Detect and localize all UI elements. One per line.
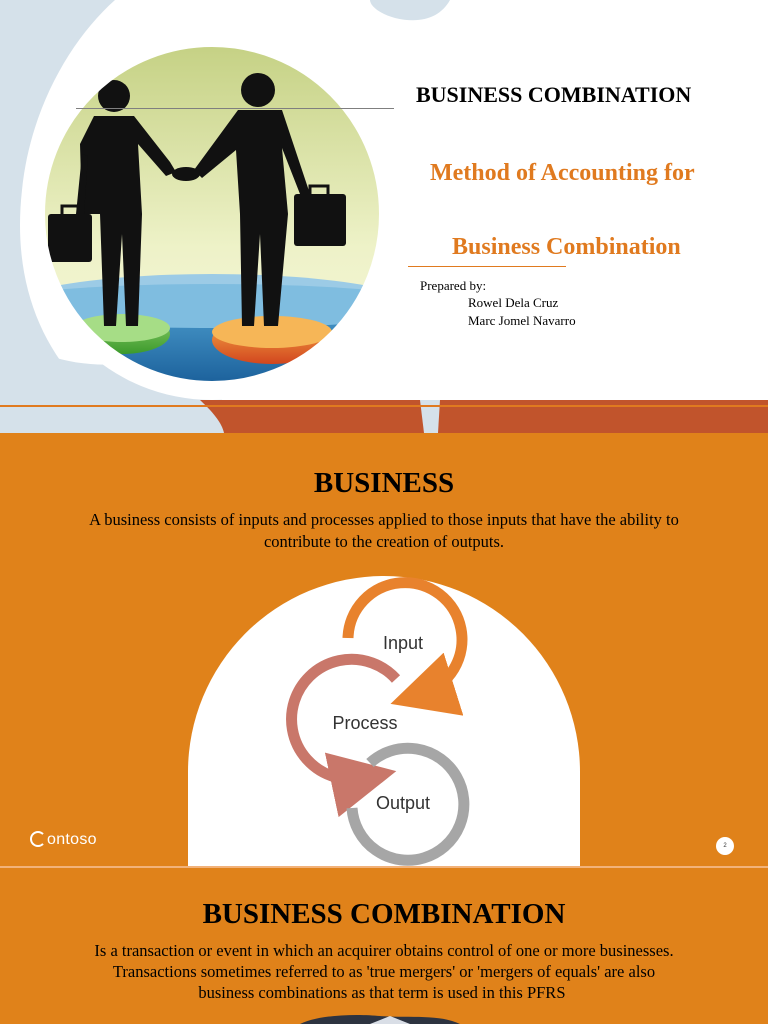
cycle-label-input: Input	[382, 633, 424, 653]
body-text: Is a transaction or event in which an acquirer obtains control of one or more businesses. Transactions sometimes referred to as 'true mergers' or 'mergers of equals' are also business combinations as that term is used in this PFRS	[94, 941, 674, 1002]
slide-body-text: A business consists of inputs and processes applied to those inputs that have the ability to contribute to the creation of outputs.	[89, 510, 679, 551]
subtitle-rule	[408, 266, 566, 267]
cycle-label-process: Process	[332, 713, 398, 733]
title-rule	[76, 108, 394, 109]
business-slide	[0, 433, 768, 866]
bottom-image-fragment	[300, 1014, 460, 1024]
handshake-illustration	[42, 44, 382, 384]
slide-title: BUSINESS COMBINATION	[202, 898, 566, 930]
slide-divider-band	[0, 400, 768, 433]
slide-body-text	[84, 940, 684, 1003]
band-line	[0, 405, 768, 407]
subtitle-line-1: Method of Accounting for	[430, 160, 695, 186]
cycle-label-output: Output	[375, 793, 431, 813]
business-combination-slide	[0, 868, 768, 1024]
body-period: .	[565, 983, 570, 1002]
logo-c-icon	[30, 831, 46, 847]
prepared-by-label: Prepared by:	[420, 278, 487, 293]
page-number-badge: 2	[716, 837, 734, 855]
author-name: Marc Jomel Navarro	[468, 313, 576, 328]
slide-title: BUSINESS	[313, 467, 455, 499]
subtitle-line-2: Business Combination	[452, 234, 681, 260]
contoso-logo	[30, 831, 97, 849]
slide-title: BUSINESS COMBINATION	[416, 82, 692, 107]
title-slide	[0, 0, 768, 400]
input-process-output-diagram	[188, 576, 580, 866]
author-name: Rowel Dela Cruz	[468, 295, 559, 310]
logo-text: ontoso	[47, 831, 97, 848]
